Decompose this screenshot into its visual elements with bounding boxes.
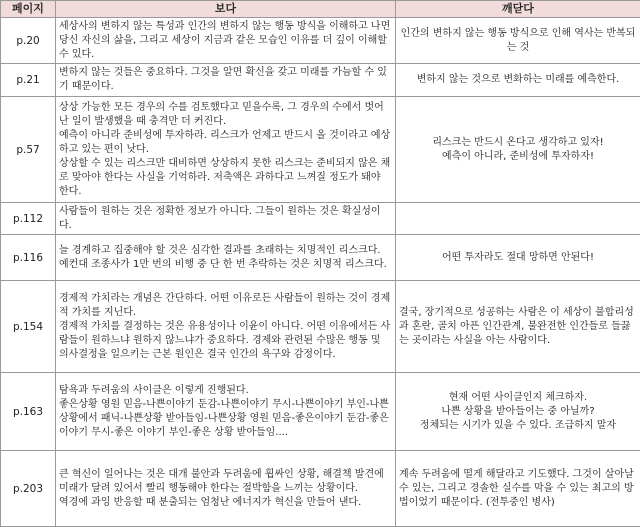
see-text: 경제적 가치라는 개념은 간단하다. 어떤 이유로든 사람들이 원하는 것이 경제적 가치를 지닌다. 경제적 가치를 결정하는 것은 유용성이나 이윤이 아니다. 어떤 이유에서든 사람들이 원하느냐 원하지 않느냐가 중요하다. 경제와 관련된 수많은 행동 및 의사결정을 일으키는 근본 원인은 결국 인간의 욕구와 감정이다. xyxy=(59,292,391,360)
table-row xyxy=(1,281,640,373)
see-cell: 변하지 않는 것들은 중요하다. 그것을 알면 확신을 갖고 미래를 가늠할 수 있기 때문이다. xyxy=(56,64,396,97)
table-row xyxy=(1,451,640,527)
page-cell: p.116 xyxy=(1,235,56,281)
see-cell: 늘 경계하고 집중해야 할 것은 심각한 결과를 초래하는 치명적인 리스크다. 예컨대 조종사가 1만 번의 비행 중 단 한 번 추락하는 것은 치명적 리스크다. xyxy=(56,235,396,281)
header-realize: 깨닫다 xyxy=(396,1,640,18)
page-cell: p.20 xyxy=(1,18,56,64)
see-text: 큰 혁신이 일어나는 것은 대개 불안과 두려움에 휩싸인 상황, 해결책 발견에 미래가 달려 있어서 빨리 행동해야 한다는 절박함을 느끼는 상황이다. 역경에 과잉 반응할 때 분출되는 엄청난 에너지가 혁신을 만들어 낸다. xyxy=(59,468,384,508)
table-row xyxy=(1,18,640,64)
table-row xyxy=(1,97,640,203)
page-cell: p.203 xyxy=(1,451,56,527)
header-page: 페이지 xyxy=(1,1,56,18)
page-cell: p.112 xyxy=(1,203,56,235)
table-row xyxy=(1,235,640,281)
see-text: 탐욕과 두려움의 사이클은 이렇게 진행된다. 좋은상황 영원 믿음-나쁜이야기 둔감-나쁜이야기 무시-나쁜이야기 부인-나쁜상황에서 패닉-나쁜상황 받아들임-나쁜상황 영원 믿음-좋은이야기 둔감-좋은이야기 무시-좋은 이야기 부인-좋은 상황 받아들임.... xyxy=(59,384,389,438)
realize-cell xyxy=(396,203,640,235)
table-row xyxy=(1,64,640,97)
page-cell: p.154 xyxy=(1,281,56,373)
see-cell: 사람들이 원하는 것은 정확한 정보가 아니다. 그들이 원하는 것은 확실성이다. xyxy=(56,203,396,235)
see-cell: 세상사의 변하지 않는 특성과 인간의 변하지 않는 행동 방식을 이해하고 나면 당신 자신의 삶을, 그리고 세상이 지금과 같은 모습인 이유를 더 깊이 이해할 수 있다. xyxy=(56,18,396,64)
see-text: 상상 가능한 모든 경우의 수를 검토했다고 믿을수록, 그 경우의 수에서 벗어난 일이 발생했을 때 충격만 더 커진다. 예측이 아니라 준비성에 투자하라. 리스크가 언제고 반드시 올 것이라고 예상하고 있는 편이 낫다. 상상할 수 있는 리스크만 대비하면 상상하지 못한 리스크는 준비되지 않은 채로 맞아야 한다는 사실을 기억하라. 저축액은 과하다고 느껴질 정도가 돼야 한다. xyxy=(59,101,391,197)
header-row xyxy=(1,1,640,18)
table-row xyxy=(1,373,640,451)
realize-text: 리스크는 반드시 온다고 생각하고 있자! 예측이 아니라, 준비성에 투자하자! xyxy=(432,136,604,162)
see-cell xyxy=(56,373,396,451)
realize-text: 현재 어떤 사이클인지 체크하자. 나쁜 상황을 받아들이는 중 아닐까? 정체되는 시기가 있을 수 있다. 조급하지 말자 xyxy=(419,391,617,431)
see-cell xyxy=(56,451,396,527)
realize-cell xyxy=(396,373,640,451)
realize-cell: 계속 두려움에 떨게 해달라고 기도했다. 그것이 살아날 수 있는, 그리고 경솔한 실수를 막을 수 있는 최고의 방법이었기 때문이다. (전투중인 병사) xyxy=(396,451,640,527)
realize-cell: 결국, 장기적으로 성공하는 사람은 이 세상이 불합리성과 혼란, 골치 아픈 인간관계, 불완전한 인간들로 들끓는 곳이라는 사실을 아는 사람이다. xyxy=(396,281,640,373)
realize-cell: 어떤 투자라도 절대 망하면 안된다! xyxy=(396,235,640,281)
page-cell: p.163 xyxy=(1,373,56,451)
realize-cell: 인간의 변하지 않는 행동 방식으로 인해 역사는 반복되는 것 xyxy=(396,18,640,64)
page-cell: p.57 xyxy=(1,97,56,203)
realize-cell: 변하지 않는 것으로 변화하는 미래를 예측한다. xyxy=(396,64,640,97)
realize-cell xyxy=(396,97,640,203)
see-cell xyxy=(56,281,396,373)
header-see: 보다 xyxy=(56,1,396,18)
see-cell xyxy=(56,97,396,203)
page-cell: p.21 xyxy=(1,64,56,97)
table-row xyxy=(1,203,640,235)
